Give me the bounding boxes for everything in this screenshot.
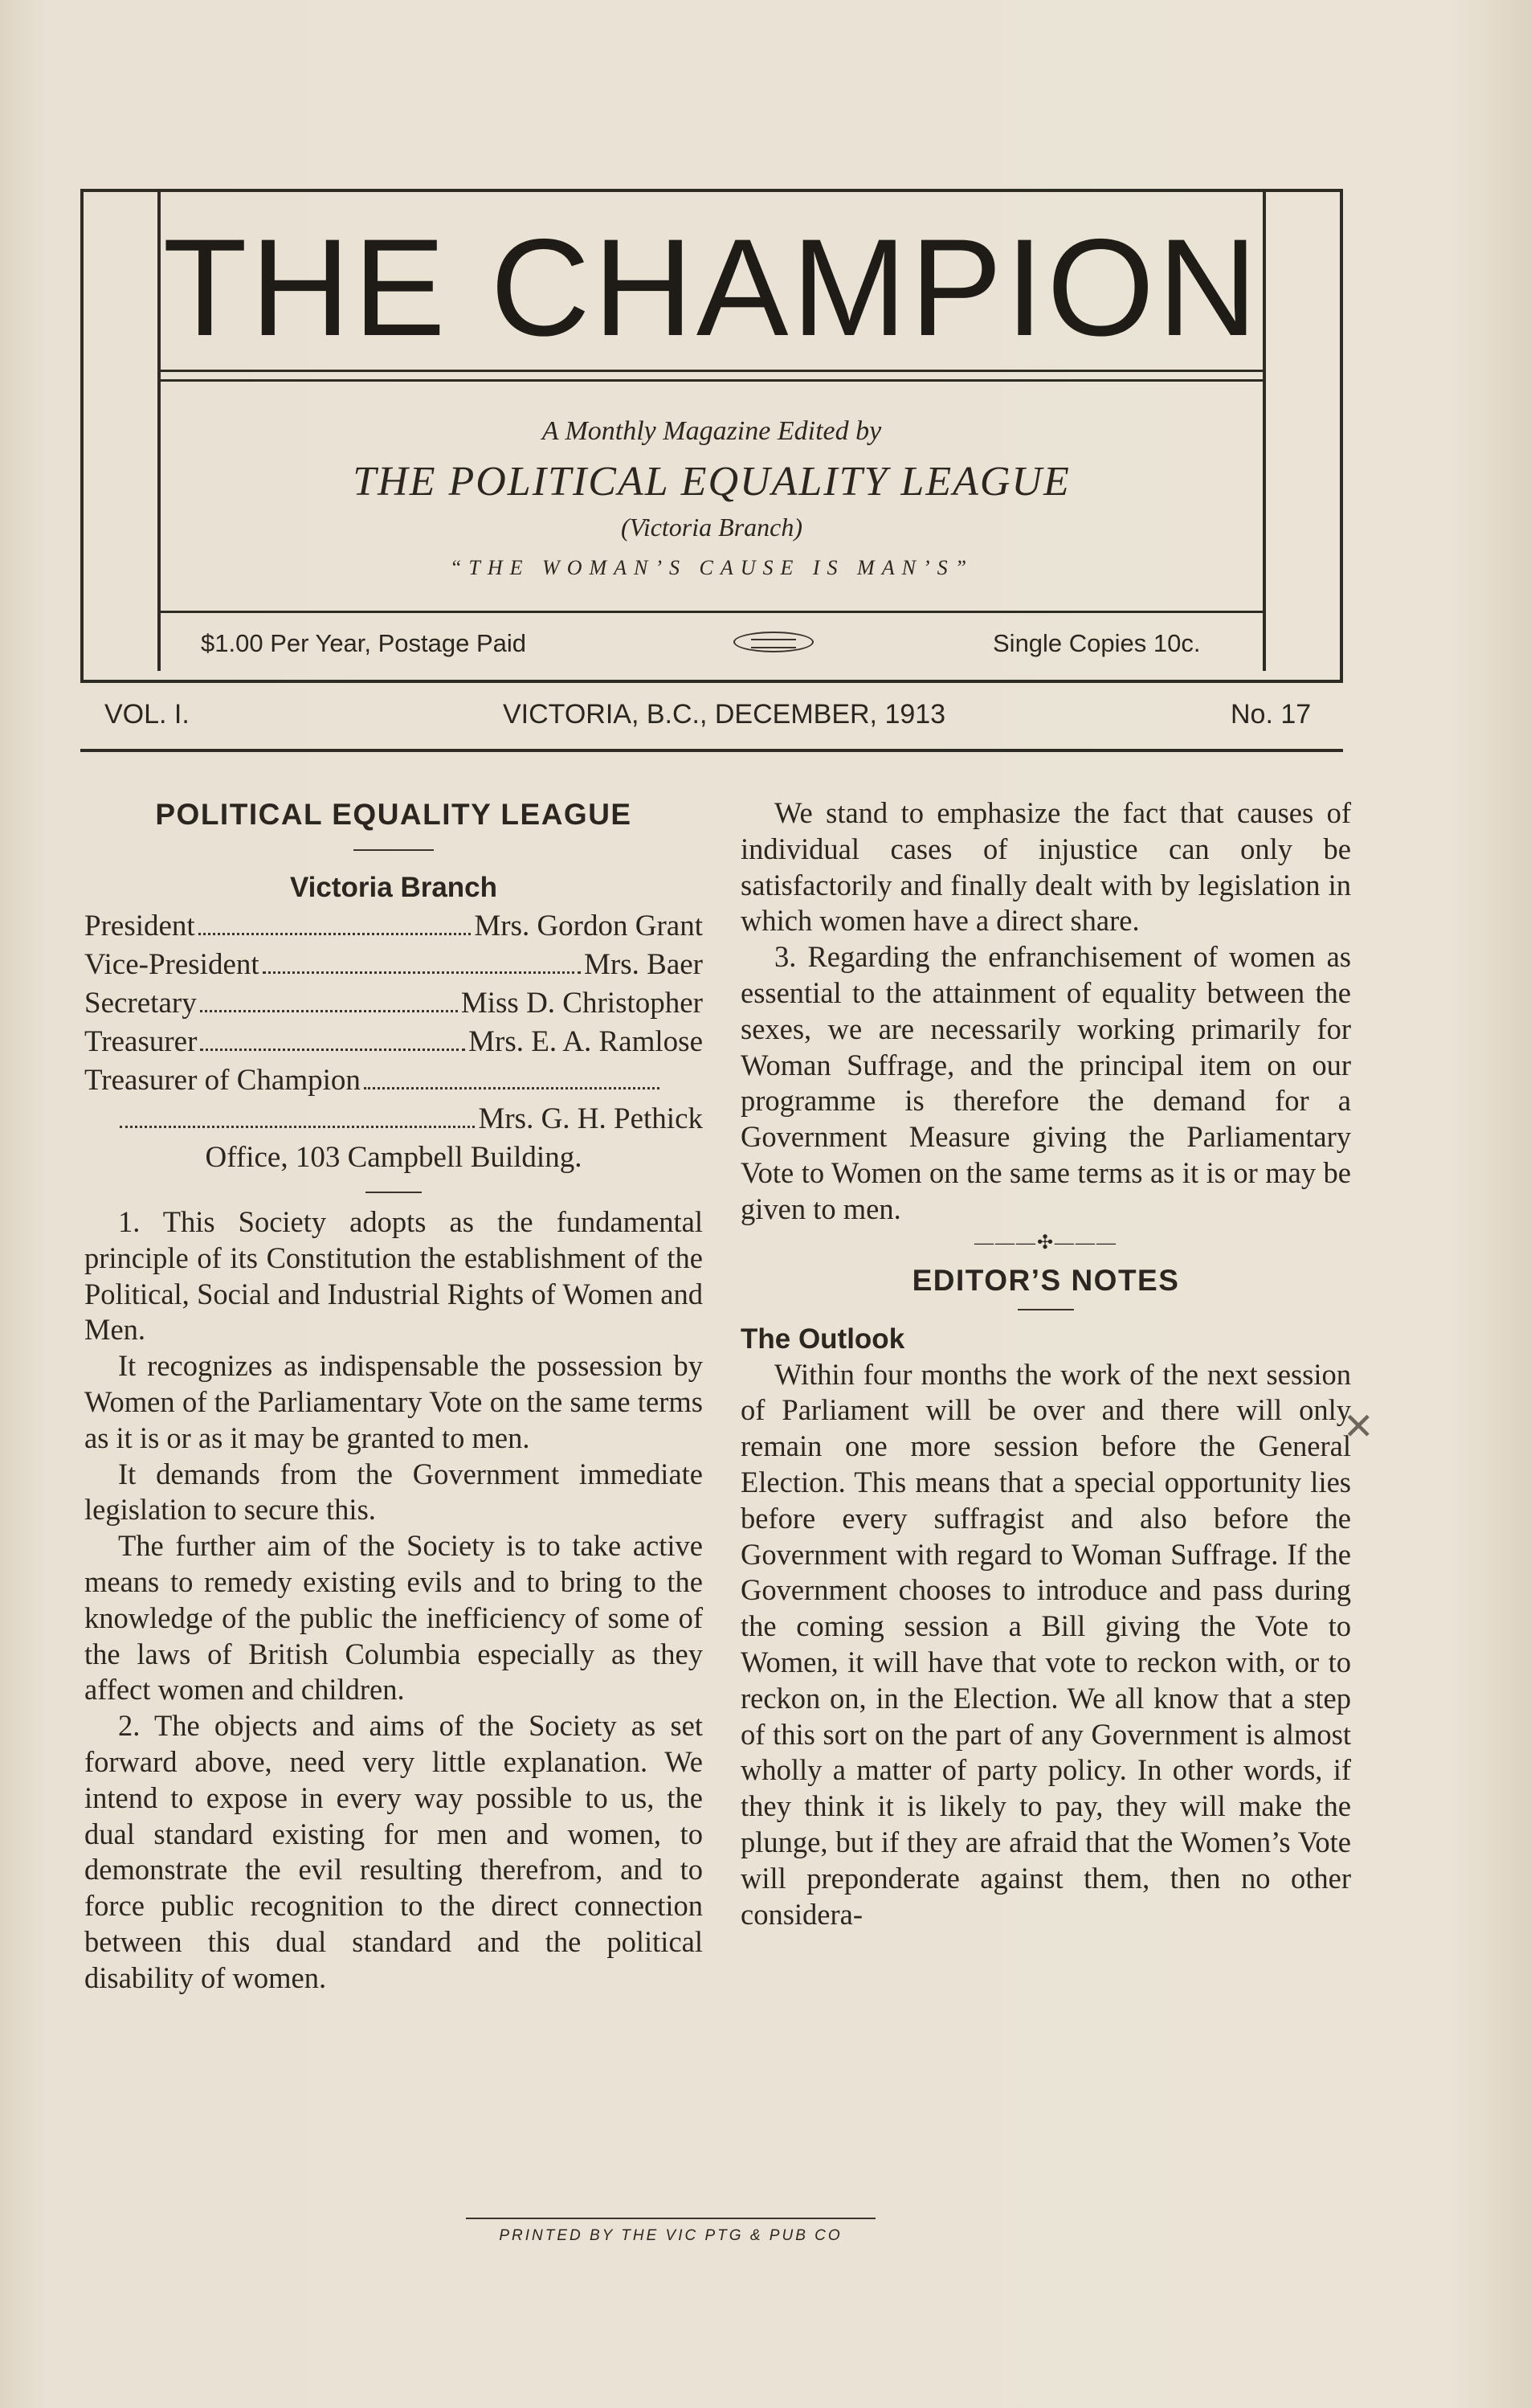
emblem-icon: [733, 632, 814, 652]
branch-heading: Victoria Branch: [289, 872, 498, 903]
ornament-divider: ———✣———: [974, 1232, 1118, 1253]
paragraph: We stand to emphasize the fact that causes of individual cases of injustice can only be satisfactorily and finally dealt with by legislation in which women have a direct share.: [741, 796, 1351, 938]
outlook-subheading: The Outlook: [741, 1323, 905, 1355]
left-column: [84, 795, 703, 1997]
branch-label: (Victoria Branch): [620, 513, 802, 542]
publication-title: THE CHAMPION: [162, 211, 1261, 365]
officer-row: [84, 1100, 703, 1139]
paragraph: It demands from the Government immediate legislation to secure this.: [84, 1457, 703, 1527]
league-heading: POLITICAL EQUALITY LEAGUE: [155, 798, 632, 831]
paragraph: Within four months the work of the next session of Parliament will be over and there will only remain one more session before the General Election. This means that a special opportunity lies before every suffragist and also before the Government with regard to Woman Suffrage. If the Government chooses to introduce and pass during the coming session a Bill giving the Vote to Women, it will have that vote to reckon with, or to reckon on, in the Election. We all know that a step of this sort on the part of any Government is almost wholly a matter of party policy. In other words, if they think it is likely to pay, they will make the plunge, but if they are afraid that the Women’s Vote will preponderate against them, then no other considera-: [741, 1357, 1351, 1931]
officer-row: [84, 946, 703, 984]
paragraph: 1. This Society adopts as the fundamental principle of its Constitution the establishment of the Political, Social and Industrial Rights of Women and Men.: [84, 1205, 703, 1347]
officer-role: Treasurer of Champion: [84, 1064, 361, 1097]
motto: “THE WOMAN’S CAUSE IS MAN’S”: [449, 556, 974, 579]
volume-label: VOL. I.: [104, 699, 190, 730]
officer-name: Mrs. G. H. Pethick: [478, 1102, 703, 1135]
price-single-copy: Single Copies 10c.: [993, 629, 1201, 657]
league-name: THE POLITICAL EQUALITY LEAGUE: [353, 459, 1071, 505]
officer-name: Mrs. Gordon Grant: [474, 910, 703, 942]
pencil-mark-icon: ✕: [1343, 1404, 1374, 1448]
paragraph: The further aim of the Society is to take active means to remedy existing evils and to bring to the knowledge of the public the inefficiency of some of the laws of British Columbia especially as they affect women and children.: [84, 1529, 703, 1707]
leader-dots: [263, 946, 581, 974]
office-address: Office, 103 Campbell Building.: [205, 1141, 582, 1174]
leader-dots: [364, 1061, 659, 1090]
officer-role: Treasurer: [84, 1025, 198, 1058]
price-rule: [161, 611, 1263, 613]
paragraph: 2. The objects and aims of the Society as set forward above, need very little explanation. We intend to expose in every way possible to us, the dual standard existing for men and women, to demonstrate the evil resulting therefrom, and to force public recognition to the direct connection between this dual standard and the political disability of women.: [84, 1709, 703, 1994]
footer-rule: [466, 2218, 876, 2219]
section-rule: [365, 1192, 422, 1193]
officer-row: [84, 1023, 703, 1061]
paragraph: It recognizes as indispensable the possession by Women of the Parliamentary Vote on the same terms as it is or as it may be granted to men.: [84, 1349, 703, 1454]
header-rule: [80, 749, 1343, 752]
place-date: VICTORIA, B.C., DECEMBER, 1913: [503, 699, 946, 730]
right-column: [741, 795, 1351, 1932]
leader-dots: [198, 907, 472, 935]
officer-role: President: [84, 910, 195, 942]
leader-dots: [200, 1023, 465, 1051]
editors-notes-heading: EDITOR’S NOTES: [912, 1263, 1180, 1297]
title-rule-top: [161, 370, 1263, 372]
editors-line: A Monthly Magazine Edited by: [541, 416, 882, 446]
title-rule-bottom: [161, 379, 1263, 382]
printer-credit: PRINTED BY THE VIC PTG & PUB CO: [499, 2227, 843, 2244]
paragraph: 3. Regarding the enfranchisement of women as essential to the attainment of equality between the sexes, we are necessarily working primarily for Woman Suffrage, and the principal item on our programme is therefore the demand for a Government Measure giving the Parliamentary Vote to Women on the same terms as it is or may be given to men.: [741, 940, 1351, 1225]
officer-row: [84, 1061, 703, 1100]
officer-row: [84, 907, 703, 946]
leader-dots: [120, 1100, 475, 1128]
officer-row: [84, 984, 703, 1023]
heading-rule: [1018, 1309, 1074, 1310]
officer-role: Vice-President: [84, 948, 259, 981]
officer-name: Mrs. E. A. Ramlose: [468, 1025, 703, 1058]
price-per-year: $1.00 Per Year, Postage Paid: [201, 629, 527, 657]
officer-name: Miss D. Christopher: [460, 987, 703, 1020]
issue-number: No. 17: [1231, 699, 1312, 730]
leader-dots: [200, 984, 458, 1012]
officer-name: Mrs. Baer: [584, 948, 703, 981]
officer-role: Secretary: [84, 987, 197, 1020]
heading-rule: [353, 849, 434, 851]
